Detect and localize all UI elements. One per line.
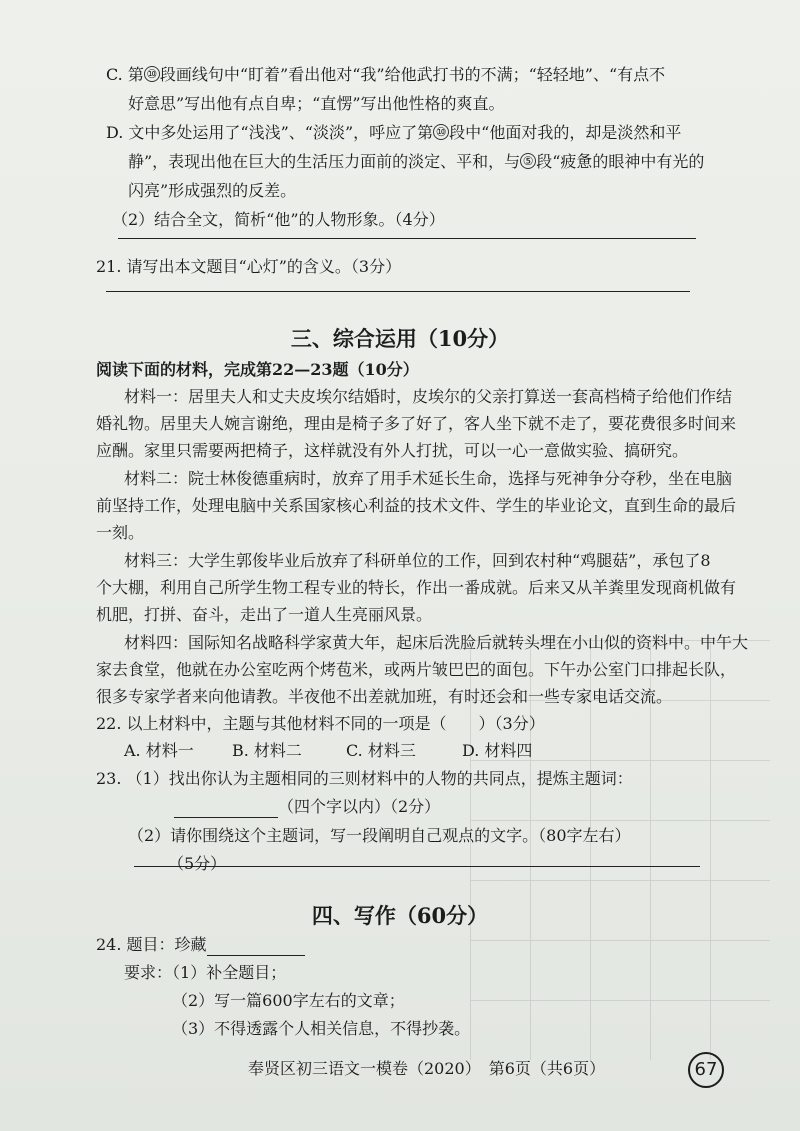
requirement-3: （3）不得透露个人相关信息，不得抄袭。: [172, 1019, 471, 1038]
q20-option-c-line1: C. 第 ⑩ 段画线句中“盯着”看出他对“我”给他武打书的不满；“轻轻地”、“有点不: [106, 65, 666, 84]
requirements-line: 要求：（1）补全题目；: [124, 963, 287, 982]
q23-part1: 23. （1）找出你认为主题相同的三则材料中的人物的共同点，提炼主题词：: [96, 769, 633, 788]
title-blank[interactable]: [207, 937, 305, 956]
material-4-line: 材料四：国际知名战略科学家黄大年，起床后洗脸后就转头埋在小山似的资料中。中午大: [124, 633, 749, 652]
fill-blank[interactable]: [174, 799, 278, 818]
q20-option-d-line2: 静”，表现出他在巨大的生活压力面前的淡定、平和，与 ⑤ 段“疲惫的眼神中有光的: [128, 152, 705, 171]
q20-option-d-line3: 闪亮”形成强烈的反差。: [128, 181, 297, 200]
q23-part2-score: （5分）: [168, 854, 227, 873]
answer-line: [134, 866, 700, 867]
q22-option-b: B. 材料二: [232, 741, 302, 760]
section-3-title: 三、综合运用（10分）: [290, 326, 510, 351]
material-4-line: 很多专家学者来向他请教。半夜他不出差就加班，有时还会和一些专家电话交流。: [96, 687, 673, 706]
section-4-title: 四、写作（60分）: [311, 903, 489, 928]
q22-option-d: D. 材料四: [462, 741, 533, 760]
material-3-line: 材料三：大学生郭俊毕业后放弃了科研单位的工作，回到农村种“鸡腿菇”，承包了8: [124, 551, 711, 570]
q22-option-c: C. 材料三: [346, 741, 416, 760]
requirement-2: （2）写一篇600字左右的文章；: [172, 991, 405, 1010]
q23-part1-blank-line: （四个字以内）（2分）: [174, 796, 440, 818]
q22-option-a: A. 材料一: [124, 741, 194, 760]
answer-line: [118, 238, 696, 239]
circled-number: ⑤: [520, 153, 536, 169]
q24-topic: 24. 题目：珍藏: [96, 934, 305, 956]
material-3-line: 机肥，打拼、奋斗，走出了一道人生亮丽风景。: [96, 605, 433, 624]
page-footer: 奉贤区初三语文一模卷（2020） 第6页（共6页）: [248, 1059, 606, 1078]
q20-option-c-line2: 好意思”写出他有点自卑；“直愣”写出他性格的爽直。: [128, 94, 505, 113]
material-2-line: 前坚持工作，处理电脑中关系国家核心利益的技术文件、学生的毕业论文，直到生命的最后: [96, 496, 737, 515]
page-number-badge: 67: [688, 1052, 724, 1088]
material-4-line: 家去食堂，他就在办公室吃两个烤苞米，或两片皱巴巴的面包。下午办公室门口排起长队，: [96, 660, 737, 679]
q23-part2: （2）请你围绕这个主题词，写一段阐明自己观点的文字。（80字左右）: [128, 826, 631, 845]
q20-subquestion-2: （2）结合全文，简析“他”的人物形象。（4分）: [112, 210, 445, 229]
q20-option-d-line1: D. 文中多处运用了“浅浅”、“淡淡”，呼应了第 ⑩ 段中“他面对我的，却是淡然和平: [106, 123, 682, 142]
answer-line: [106, 291, 690, 292]
material-2-line: 一刻。: [96, 523, 145, 542]
material-1-line: 材料一：居里夫人和丈夫皮埃尔结婚时，皮埃尔的父亲打算送一套高档椅子给他们作结: [124, 387, 733, 406]
material-3-line: 个大棚，利用自己所学生物工程专业的特长，作出一番成就。后来又从羊粪里发现商机做有: [96, 578, 737, 597]
q21-question: 21. 请写出本文题目“心灯”的含义。（3分）: [96, 257, 402, 276]
material-1-line: 应酬。家里只需要两把椅子，这样就没有外人打扰，可以一心一意做实验、搞研究。: [96, 441, 689, 460]
circled-number: ⑩: [144, 66, 160, 82]
q22-question: 22. 以上材料中，主题与其他材料不同的一项是（ ）（3分）: [96, 714, 545, 733]
circled-number: ⑩: [433, 124, 449, 140]
reading-intro: 阅读下面的材料，完成第22—23题（10分）: [96, 360, 419, 379]
material-1-line: 婚礼物。居里夫人婉言谢绝，理由是椅子多了好了，客人坐下就不走了，要花费很多时间来: [96, 414, 737, 433]
material-2-line: 材料二：院士林俊德重病时，放弃了用手术延长生命，选择与死神争分夺秒，坐在电脑: [124, 469, 733, 488]
